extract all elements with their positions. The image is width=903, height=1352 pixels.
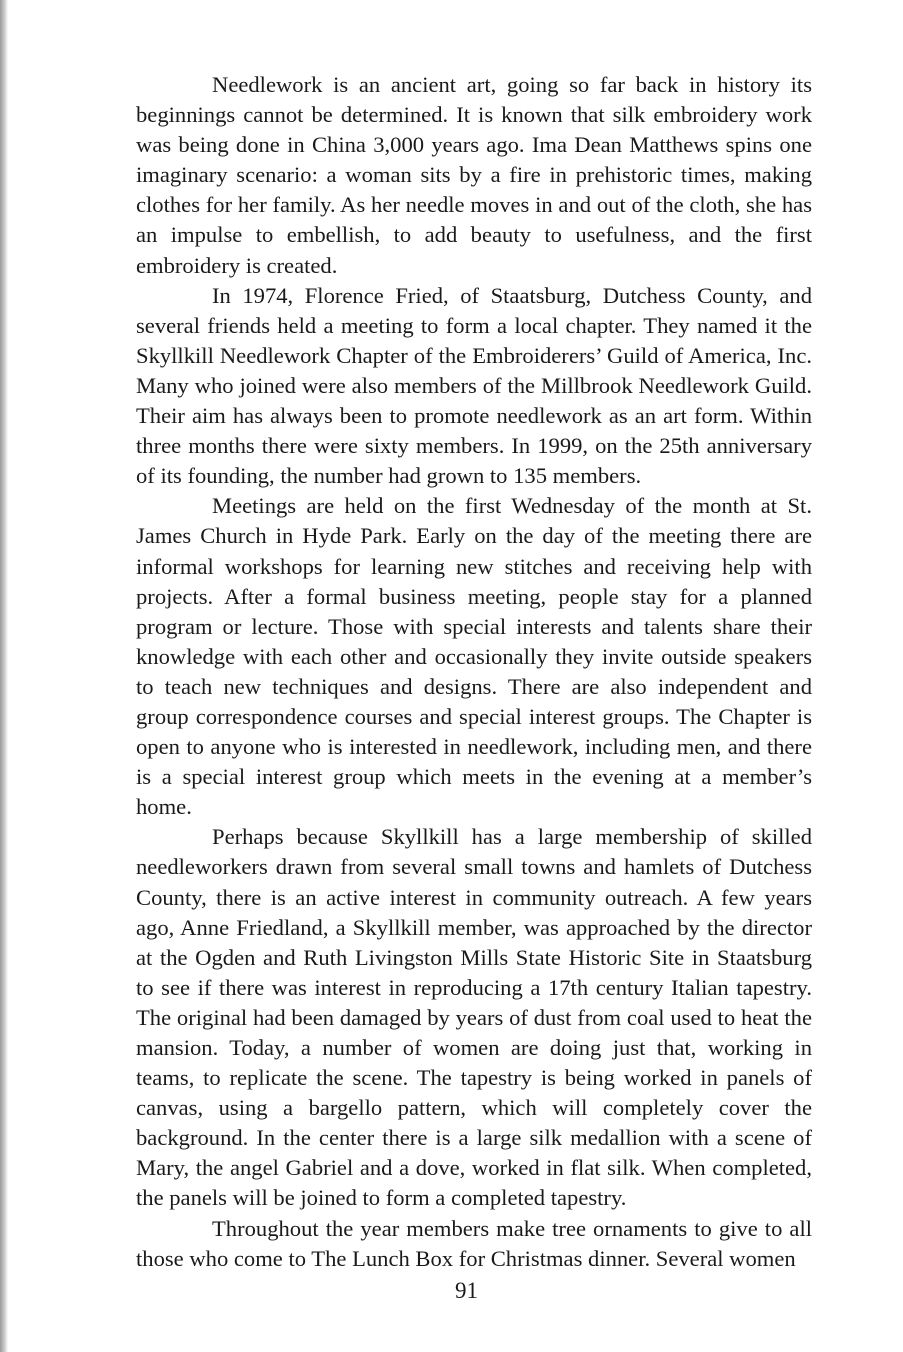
page-binding-edge [0,0,8,1352]
page-number: 91 [455,1278,478,1303]
paragraph-tree-ornaments: Throughout the year members make tree ornaments to give to all those who come to The Lunch Box for Christmas dinner. Several women [136,1215,812,1271]
paragraph-community-outreach: Perhaps because Skyllkill has a large membership of skilled needleworkers drawn from several small towns and hamlets of Dutchess County, there is an active interest in community outreach. A few years ago, Anne Friedland, a Skyllkill member, was approached by the director at the Ogden and Ruth Livingston Mills State Historic Site in Staatsburg to see if there was interest in reproducing a 17th century Italian tapestry. The original had been damaged by years of dust from coal used to heat the mansion. Today, a number of women are doing just that, working in teams, to replicate the scene. The tapestry is being worked in panels of canvas, using a bargello pattern, which will completely cover the background. In the center there is a large silk medallion with a scene of Mary, the angel Gabriel and a dove, worked in flat silk. When completed, the panels will be joined to form a completed tapestry. [136,824,812,1211]
page-body [136,70,812,1274]
paragraph-needlework-history: Needlework is an ancient art, going so far back in history its beginnings cannot be determined. It is known that silk embroidery work was being done in China 3,000 years ago. Ima Dean Matthews spins one imaginary scenario: a woman sits by a fire in prehistoric times, making clothes for her family. As her needle moves in and out of the cloth, she has an impulse to embellish, to add beauty to usefulness, and the first embroidery is created. [136,72,812,278]
paragraph-chapter-founding: In 1974, Florence Fried, of Staatsburg, Dutchess County, and several friends held a meeting to form a local chapter. They named it the Skyllkill Needlework Chapter of the Embroiderers’ Guild of America, Inc. Many who joined were also members of the Millbrook Needlework Guild. Their aim has always been to promote needlework as an art form. Within three months there were sixty members. In 1999, on the 25th anniversary of its founding, the number had grown to 135 members. [136,282,812,489]
paragraph-meetings: Meetings are held on the first Wednesday of the month at St. James Church in Hyde Park. Early on the day of the meeting there are informal workshops for learning new stitches and receiving help with projects. After a formal business meeting, people stay for a planned program or lecture. Those with special interests and talents share their knowledge with each other and occasionally they invite outside speakers to teach new techniques and designs. There are also independent and group correspondence courses and special interest groups. The Chapter is open to anyone who is interested in needlework, including men, and there is a special interest group which meets in the evening at a member’s home. [136,493,812,820]
